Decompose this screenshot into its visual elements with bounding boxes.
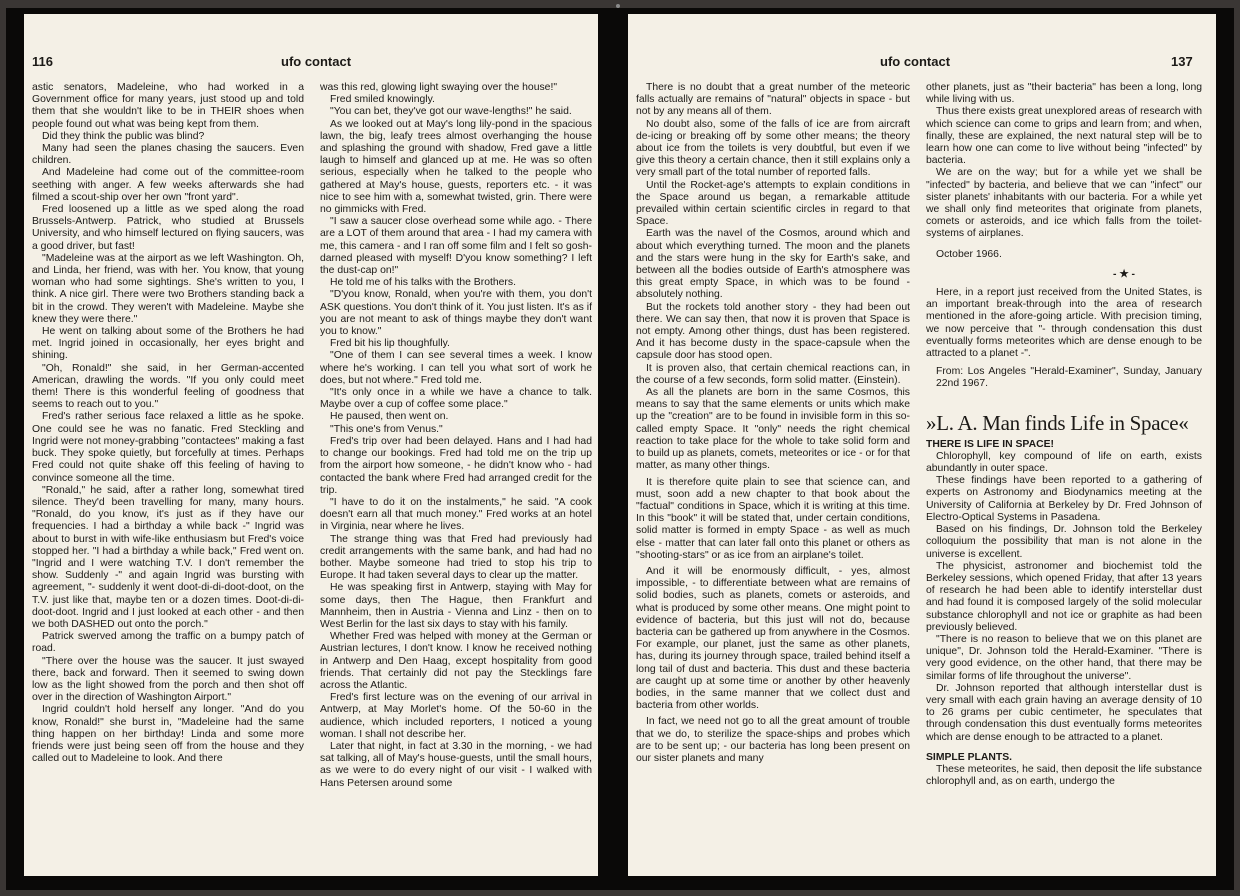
paragraph: Dr. Johnson reported that although interstellar dust is very small with each grain having an average density of 10 to 26 grams per cubic centimeter, he speculates that through condensation this dust eventually forms meteorites which are dense enough to be attracted to a planet. [926, 682, 1202, 743]
page-number-right: 137 [1171, 54, 1193, 69]
right-page [628, 14, 1216, 876]
paragraph: It is therefore quite plain to see that science can, and must, soon add a new chapter to that book about the "factual" conditions in Space, which it is writing at this time. In this "book" it will be stated that, under certain conditions, solid matter is formed in empty Space - as well as much else - matter that can later fall onto this planet or others as "shooting-stars" or as ice from an airplane's toilet. [636, 476, 910, 561]
paragraph: "Madeleine was at the airport as we left Washington. Oh, and Linda, her friend, was with her. You know, that young woman who had some sightings. She's written to you, I think. A nice girl. There were two Brothers standing back a bit in the crowd. They weren't with Madeleine. Maybe she knew they were there." [32, 252, 304, 325]
paragraph: Patrick swerved among the traffic on a bumpy patch of road. [32, 631, 304, 655]
paragraph: Until the Rocket-age's attempts to explain conditions in the Space around us began, a remarkable attitude prevailed within certain scientific circles in regard to that Space. [636, 179, 910, 228]
gutter [598, 14, 628, 876]
paragraph: Whether Fred was helped with money at the German or Austrian lectures, I don't know. I know he received nothing in Antwerp and Den Haag, except hospitality from good friends. That certainly did not pay the Stecklings fare across the Atlantic. [320, 631, 592, 691]
paragraph: The physicist, astronomer and biochemist told the Berkeley sessions, which opened Friday, that after 13 years of research he had been able to identify interstellar dust and had found it is composed largely of the solid molecular substance chlorophyll and not ice or graphite as had been previously believed. [926, 560, 1202, 633]
left-column-2 [320, 82, 592, 790]
paragraph: "You can bet, they've got our wave-lengths!" he said. [330, 106, 572, 118]
paragraph: There is no doubt that a great number of the meteoric falls actually are remains of "natural" objects in space - but not by any means all of them. [636, 82, 910, 118]
article-headline: »L. A. Man finds Life in Space« [926, 410, 1189, 435]
paragraph: He told me of his talks with the Brothers. [330, 277, 516, 289]
paragraph: Based on his findings, Dr. Johnson told the Berkeley colloquium the possibility that man is not alone in the universe is excellent. [926, 524, 1202, 560]
paragraph: "There over the house was the saucer. It just swayed there, back and forward. Then it seemed to swing down low as the light showed from the porch and then shot off over in the direction of Washington Airport." [32, 655, 304, 704]
paragraph: Thus there exists great unexplored areas of research with which science can come to grips and learn from; and when, finally, these are explained, the next natural step will be to learn how one can come to live without being "infected" by bacteria. [926, 106, 1202, 167]
right-column-2 [926, 82, 1202, 788]
paragraph: "D'you know, Ronald, when you're with them, you don't ASK questions. You don't think of it. You just listen. It's as if you are not meant to ask of things maybe they don't want you to know." [320, 289, 592, 338]
paragraph: He went on talking about some of the Brothers he had met. Ingrid joined in occasionally, her eyes bright and shining. [32, 326, 304, 362]
paragraph: Ingrid couldn't hold herself any longer. "And do you know, Ronald!" she burst in, "Madeleine had the same thing happen on her birthday! Linda and some more friends were just being seen off from the house and they called out to Madeleine to look. And there [32, 704, 304, 765]
paragraph: And it will be enormously difficult, - yes, almost impossible, - to differentiate between what are remains of solid bodies, such as planets, comets or asteroids, and what is produced by some other means. One might point to evidence of bacteria, but this just will not do, because bacteria can be gathered up from anywhere in the Cosmos. For example, our planet, just the same as other planets, has, during its journey through space, trailed behind itself a long tail of dust and bacteria. This dust and these bacteria are caught up at some time or another by other heavenly bodies, in the same manner that we collect dust and bacteria from other worlds. [636, 565, 910, 712]
source-citation: From: Los Angeles "Herald-Examiner", Sunday, January 22nd 1967. [936, 366, 1202, 390]
paragraph: "Oh, Ronald!" she said, in her German-accented American, drawling the words. "If you only could meet them! There is this wonderful feeling of goodness that seems to reach out to you." [32, 362, 304, 411]
paragraph: was this red, glowing light swaying over the house!" [320, 82, 558, 93]
paragraph: These meteorites, he said, then deposit the life substance chlorophyll and, as on earth, undergo the [926, 763, 1202, 788]
paragraph: "There is no reason to believe that we on this planet are unique", Dr. Johnson told the Herald-Examiner. "There is very good evidence, on the other hand, that there may be similar forms of life throughout the universe". [926, 633, 1202, 682]
paragraph: But the rockets told another story - they had been out there. We can say then, that now it is proven that Space is not empty. Among other things, dust has been registered. And it has become dusty in the space-capsule when the capsule door has stood open. [636, 301, 910, 362]
paragraph: Fred's first lecture was on the evening of our arrival in Antwerp, at May Morlet's home. Of the 50-60 in the audience, which included reporters, I noticed a young woman. I shall not describe her. [320, 692, 592, 740]
paragraph: Did they think the public was blind? [42, 130, 205, 142]
paragraph: The strange thing was that Fred had previously had credit arrangements with the same bank, and had had no bother. Maybe someone had tried to stop his trip to Europe. It had taken several days to clear up the matter. [320, 533, 592, 582]
paragraph: astic senators, Madeleine, who had worked in a Government office for many years, just stood up and told them that she wouldn't like to be in THEIR shoes when people found out what was being kept from them. [32, 82, 304, 130]
paragraph: As we looked out at May's long lily-pond in the spacious lawn, the big, leafy trees almost overhanging the house and splashing the ground with shadow, Fred gave a little laugh to himself and glanced up at me. He was so often serious, especially when he talked to the people who gathered at May's house, guests, reporters etc. - it was nice to see him with a, somewhat twisted, grin. There were no gimmicks with Fred. [320, 118, 592, 216]
paragraph: He paused, then went on. [330, 411, 449, 423]
paragraph: Earth was the navel of the Cosmos, around which and about which everything turned. The moon and the planets and the stars were hung in the sky for Earth's sake, and between all the bodies outside of Earth's atmosphere was this great empty Space, in which was to be found - absolutely nothing. [636, 228, 910, 301]
page-number-left: 116 [32, 54, 53, 69]
paragraph: Later that night, in fact at 3.30 in the morning, - we had sat talking, all of May's house-guests, until the small hours, as we were to do every night of our visit - I walked with Hans Petersen around some [320, 740, 592, 789]
subheading: SIMPLE PLANTS. [926, 751, 1013, 763]
paragraph: other planets, just as "their bacteria" has been a long, long while living with us. [926, 82, 1202, 106]
paragraph: He was speaking first in Antwerp, staying with May for some days, then The Hague, then Frankfurt and Mannheim, then in Austria - Vienna and Linz - then on to West Berlin for the last six days to stay with his family. [320, 582, 592, 630]
paragraph: Fred bit his lip thoughfully. [330, 338, 450, 350]
paragraph: "This one's from Venus." [330, 423, 443, 435]
intro-paragraph: Here, in a report just received from the United States, is an important break-through into the area of research mentioned in the afore-going article. With precision timing, we now perceive that "- through condensation this dust eventually forms meteorites which are dense enough to be attracted to a planet -". [926, 287, 1202, 360]
paragraph: "One of them I can see several times a week. I know where he's working. I can tell you what sort of work he does, but not where." Fred told me. [320, 350, 592, 386]
paragraph: "It's only once in a while we have a chance to talk. Maybe over a cup of coffee some place." [320, 387, 592, 411]
paragraph: "I have to do it on the instalments," he said. "A cook doesn't earn all that much money." Fred works at an hotel in Virginia, near where he lives. [320, 496, 592, 533]
paragraph: And Madeleine had come out of the committee-room seething with anger. A few weeks afterwards she had filmed a scout-ship over her own "front yard". [32, 167, 304, 203]
paragraph: No doubt also, some of the falls of ice are from aircraft de-icing or breaking off by some other means; the theory about ice from the toilets is very doubtful, but even if we give this theory a certain chance, then it still explains only a very small part of the total number of reported falls. [636, 118, 910, 179]
paragraph: "I saw a saucer close overhead some while ago. - There are a LOT of them around that area - I had my camera with me, this camera - and I ran off some film and I felt so gosh-darned pleased with myself! D'you know something? I left the dust-cap on!" [320, 216, 592, 277]
paragraph: Fred's trip over had been delayed. Hans and I had had to change our bookings. Fred had told me on the trip up from the airport how someone, - he didn't know who - had contacted the bank where Fred had arranged credit for the trip. [320, 435, 592, 496]
running-head-right: ufo contact [880, 54, 951, 69]
paragraph: "Ronald," he said, after a rather long, somewhat tired silence. They'd been travelling for many, many hours. "Ronald, do you know, it's just as if they have our frequencies. I had a birthday a while back -" Ingrid was about to burst in with wife-like enthusiasm but Fred's voice stopped her. "I had a birthday a while back," Fred went on. "Ingrid and I were watching T.V. I don't remember the show. Suddenly -" and again Ingrid was bursting with agreement, "- suddenly it went doot-di-di-doot-doot, on the T.V. just like that, maybe ten or a dozen times. Doot-di-di-doot-doot. Ingrid and I just looked at each other - and then we both DASHED out onto the porch." [32, 484, 304, 630]
subheading: THERE IS LIFE IN SPACE! [926, 438, 1054, 450]
left-column-1 [32, 82, 304, 765]
paragraph: These findings have been reported to a gathering of experts on Astronomy and Biodynamics meeting at the University of California at Berkeley by Dr. Fred Johnson of Electro-Optical Systems in Pasadena. [926, 475, 1202, 523]
paragraph: Fred's rather serious face relaxed a little as he spoke. One could see he was no fanatic. Fred Steckling and Ingrid were not money-grabbing "contactees" making a fast buck. They spoke quietly, but forcefully at times. Perhaps Fred could not quite shake off this feeling of having to convince someone all the time. [32, 411, 304, 484]
left-page [24, 14, 598, 876]
paragraph: As all the planets are born in the same Cosmos, this means to say that the same elements or units which make up the "creation" are to be found in invisible form in this so-called empty Space. It "only" needs the right chemical reaction to take place for the whole to take solid form and to build up as planets, comets, meteorites or ice - or for that matter, as many other things. [636, 387, 910, 472]
article-date: October 1966. [936, 248, 1002, 260]
paragraph: Fred loosened up a little as we sped along the road Brussels-Antwerp. Patrick, who studied at Brussels University, and who himself lectured on flying saucers, was a good driver, but fast! [32, 204, 304, 252]
star-separator: - ★ - [1112, 268, 1135, 280]
paragraph: We are on the way; but for a while yet we shall be "infected" by bacteria, and believe that we can "infect" our sister planets' inhabitants with our bacteria. For a while yet we shall only find meteorites that originate from planets, comets or asteroids, and ice which falls from the toilet-systems of airplanes. [926, 167, 1202, 240]
running-head-left: ufo contact [281, 54, 352, 69]
paragraph: It is proven also, that certain chemical reactions can, in the course of a few seconds, form solid matter. (Einstein). [636, 362, 910, 386]
paragraph: Many had seen the planes chasing the saucers. Even children. [32, 143, 304, 167]
right-column-1 [636, 82, 910, 765]
paragraph: Fred smiled knowingly. [330, 94, 435, 106]
paragraph: Chlorophyll, key compound of life on earth, exists abundantly in outer space. [926, 450, 1202, 475]
paragraph: In fact, we need not go to all the great amount of trouble that we do, to sterilize the space-ships and probes which are to be sent up; - our bacteria has long been present on our sister planets and many [636, 716, 910, 764]
